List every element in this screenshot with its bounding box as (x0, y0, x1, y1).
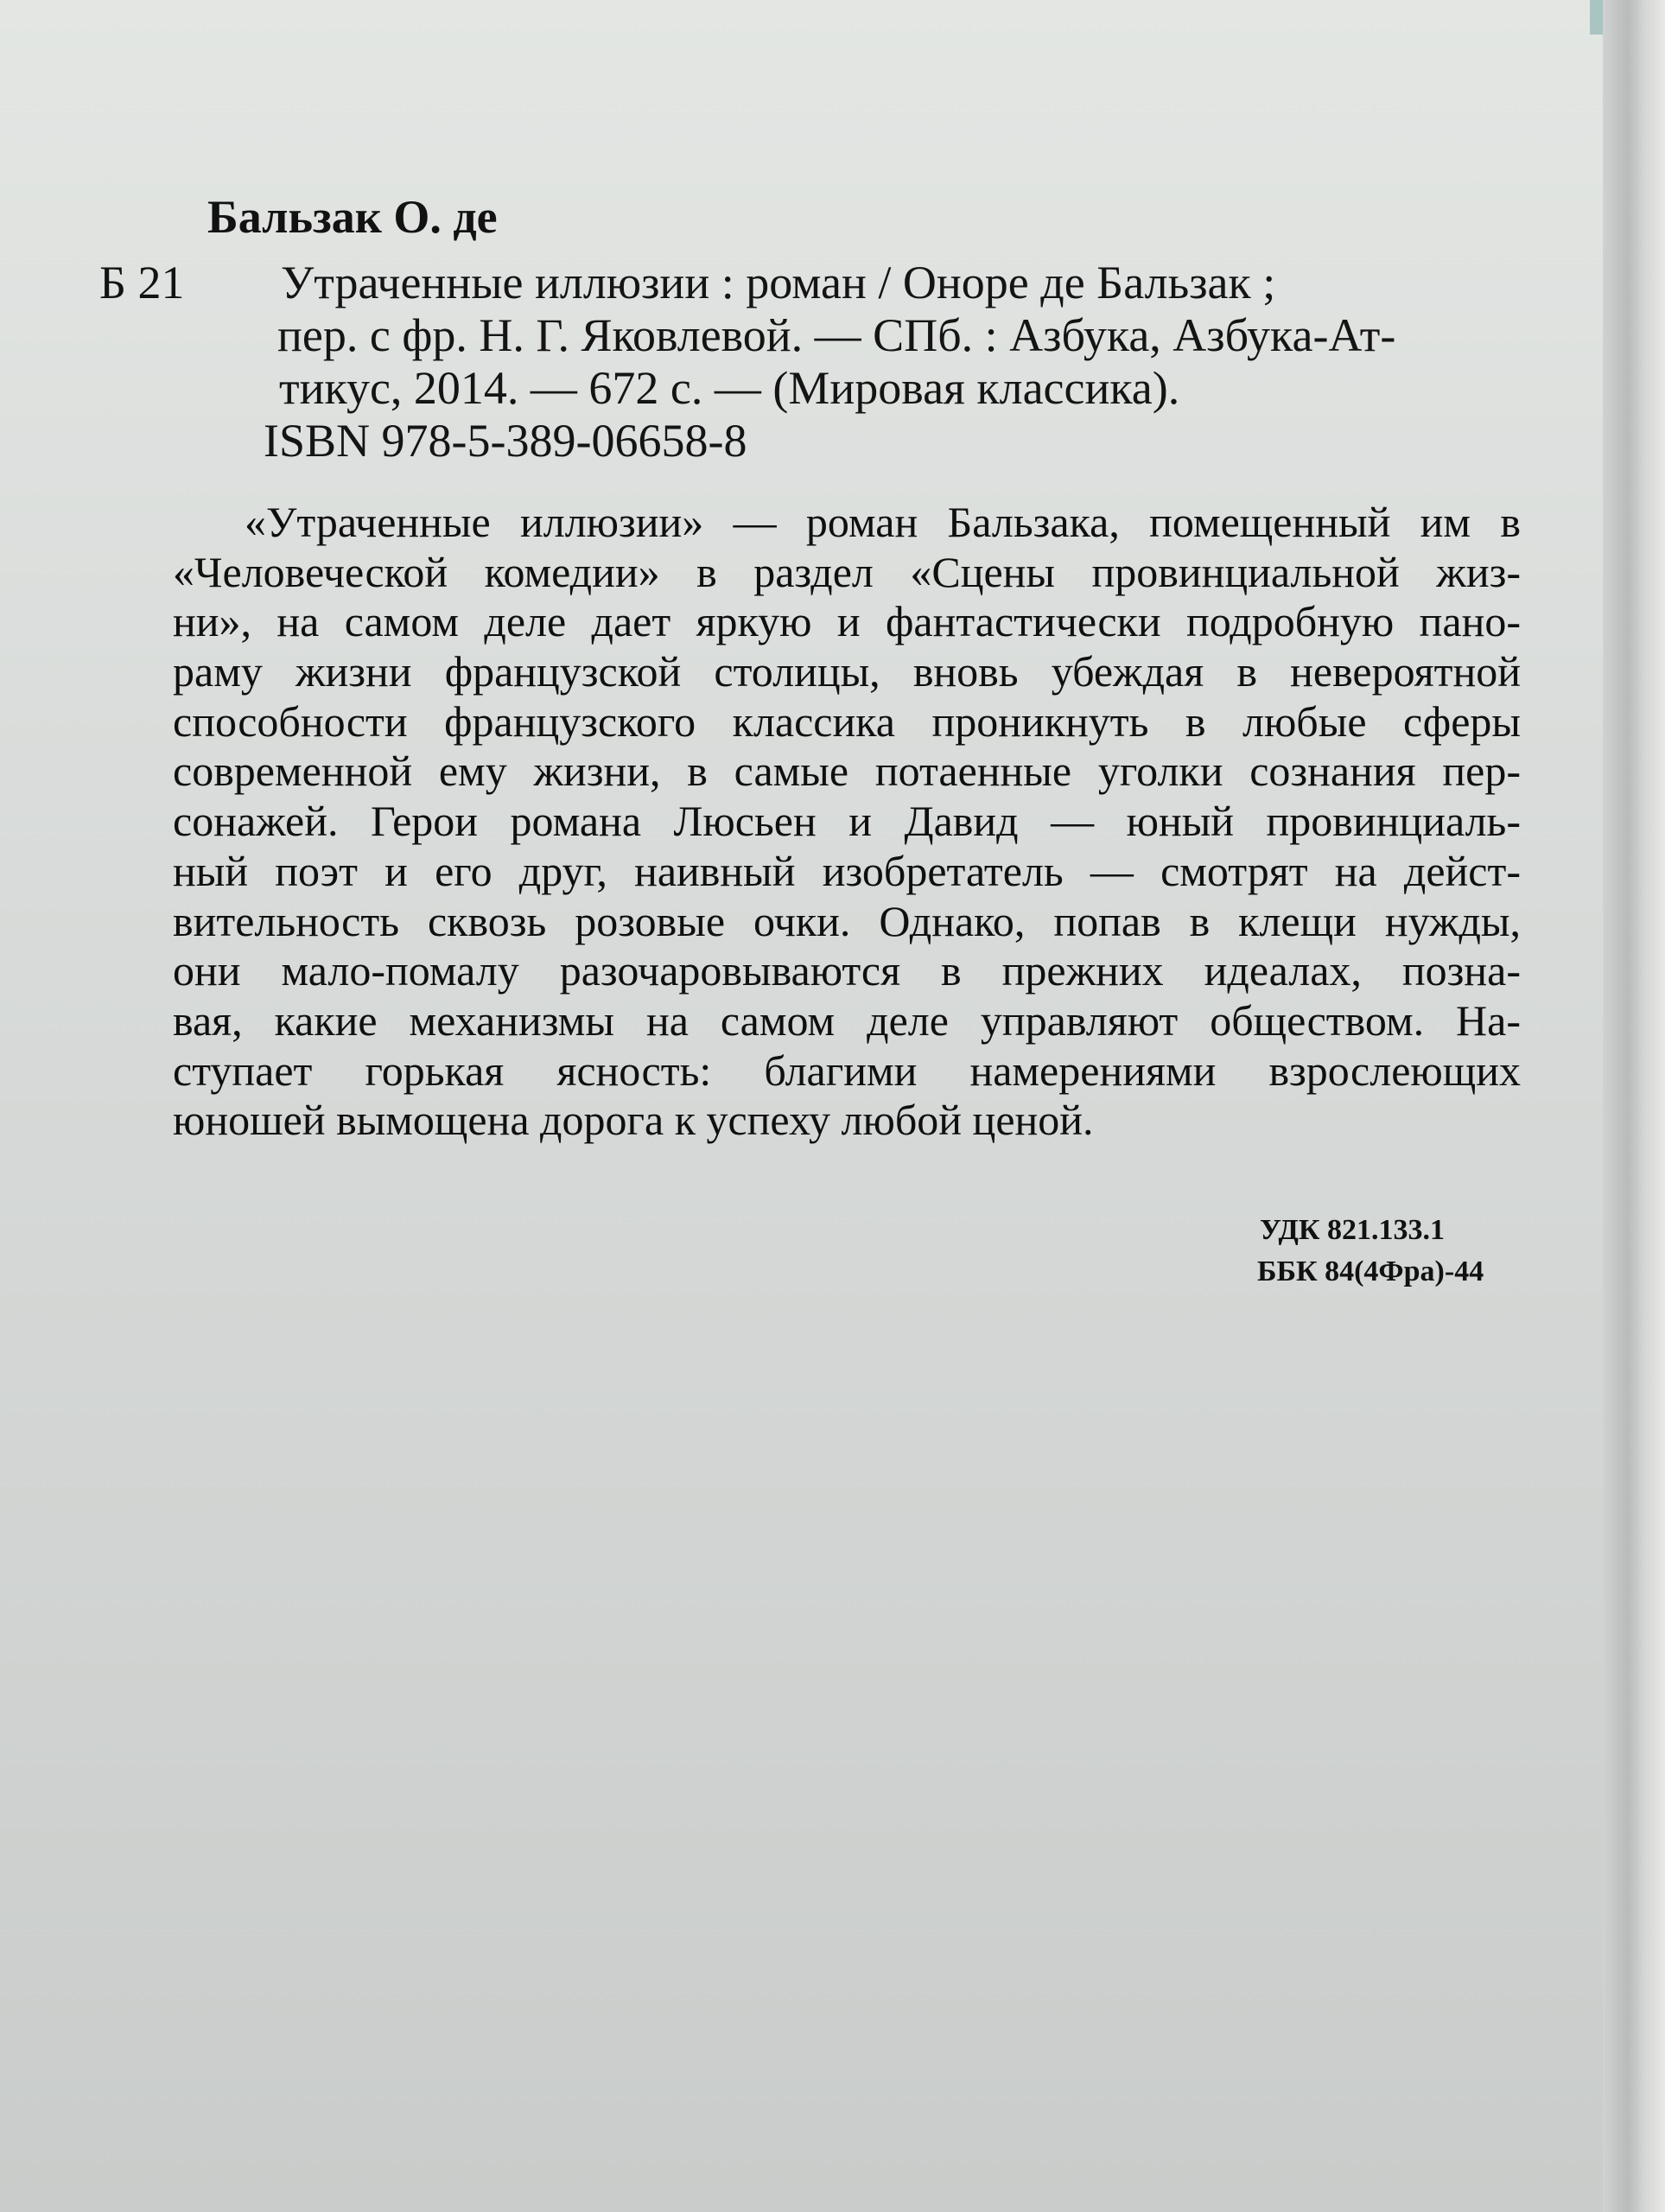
catalog-code: Б 21 (99, 257, 185, 308)
annotation-line: современной ему жизни, в самые потаенные уголки сознания пер- (173, 747, 1521, 796)
author-heading: Бальзак О. де (207, 191, 498, 243)
page-gutter (1603, 0, 1665, 2212)
annotation-line: «Утраченные иллюзии» — роман Бальзака, помещенный им в (245, 498, 1521, 546)
annotation-line: ни», на самом деле дает яркую и фантастически подробную пано- (173, 597, 1521, 646)
bibliographic-line: Утраченные иллюзии : роман / Оноре де Бальзак ; (281, 257, 1276, 308)
annotation-line: раму жизни французской столицы, вновь убеждая в невероятной (173, 647, 1521, 696)
isbn: ISBN 978-5-389-06658-8 (264, 415, 747, 467)
annotation-line: вительность сквозь розовые очки. Однако, попав в клещи нужды, (173, 896, 1521, 945)
bibliographic-description (264, 257, 1508, 468)
annotation-line: «Человеческой комедии» в раздел «Сцены провинциальной жиз- (173, 547, 1521, 596)
annotation-line: они мало-помалу разочаровываются в прежних идеалах, позна- (173, 946, 1521, 995)
udk-code: УДК 821.133.1 (1260, 1214, 1446, 1246)
annotation-line: вая, какие механизмы на самом деле управляют обществом. На- (173, 995, 1521, 1045)
annotation-line: сонажей. Герои романа Люсьен и Давид — юный провинциаль- (173, 797, 1521, 846)
annotation-line: способности французского классика проникнуть в любые сферы (173, 696, 1521, 746)
classification-codes (1257, 1210, 1484, 1293)
bibliographic-line: тикус, 2014. — 672 с. — (Мировая классика). (279, 362, 1180, 414)
bibliographic-line: пер. с фр. Н. Г. Яковлевой. — СПб. : Азбука, Азбука-Ат- (277, 309, 1396, 361)
bbk-code: ББК 84(4Фра)-44 (1257, 1255, 1484, 1287)
annotation-line: ный поэт и его друг, наивный изобретатель — смотрят на дейст- (173, 846, 1521, 895)
annotation-line: ступает горькая ясность: благими намерениями взрослеющих (173, 1046, 1521, 1095)
annotation (173, 497, 1521, 1145)
annotation-line: юношей вымощена дорога к успеху любой ценой. (173, 1096, 1094, 1145)
